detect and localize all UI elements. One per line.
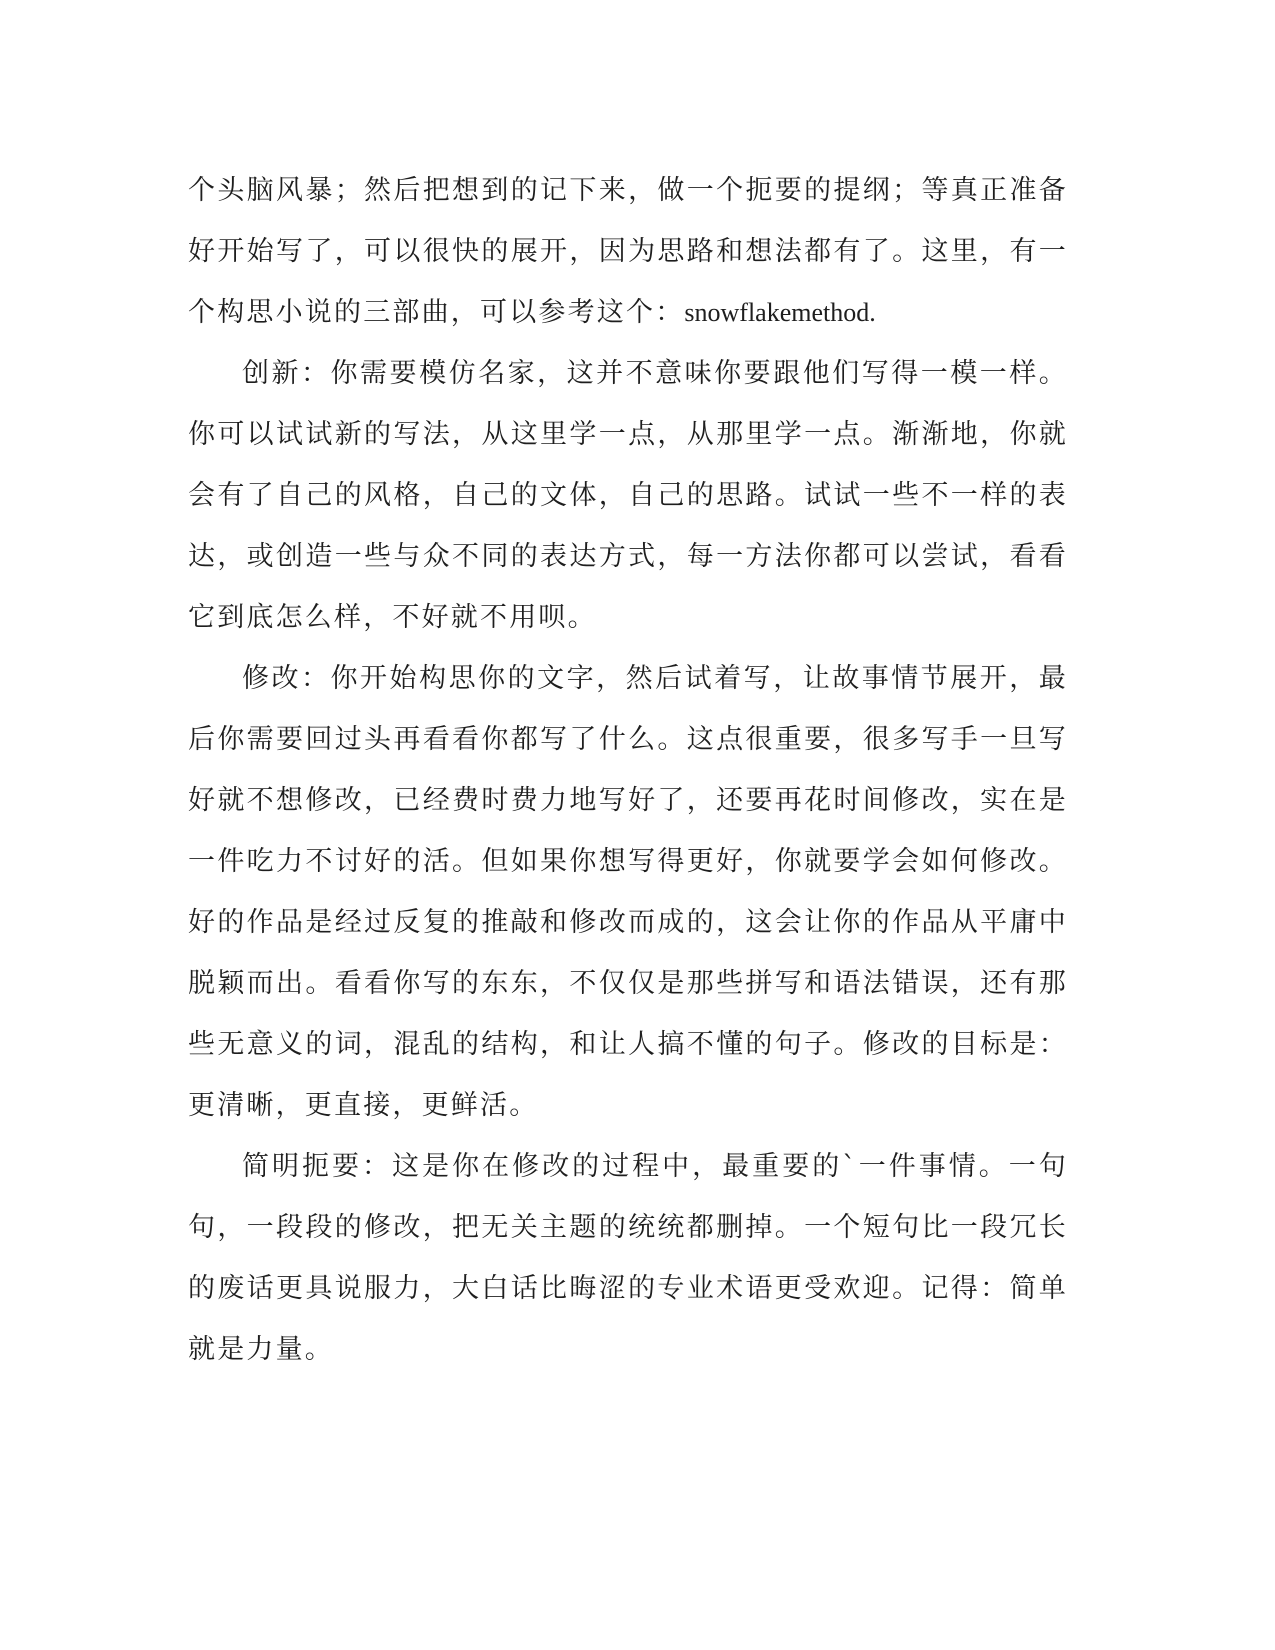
paragraph-revision: 修改：你开始构思你的文字，然后试着写，让故事情节展开，最后你需要回过头再看看你都写了什么。这点很重要，很多写手一旦写好就不想修改，已经费时费力地写好了，还要再花时间修改，实在是一件吃力不讨好的活。但如果你想写得更好，你就要学会如何修改。好的作品是经过反复的推敲和修改而成的，这会让你的作品从平庸中脱颖而出。看看你写的东东，不仅仅是那些拼写和语法错误，还有那些无意义的词，混乱的结构，和让人搞不懂的句子。修改的目标是：更清晰，更直接，更鲜活。: [188, 663, 1068, 1121]
paragraph-intro-continued: [188, 160, 1068, 343]
paragraph-innovation: 创新：你需要模仿名家，这并不意味你要跟他们写得一模一样。你可以试试新的写法，从这里学一点，从那里学一点。渐渐地，你就会有了自己的风格，自己的文体，自己的思路。试试一些不一样的表达，或创造一些与众不同的表达方式，每一方法你都可以尝试，看看它到底怎么样，不好就不用呗。: [188, 358, 1068, 633]
document-body: [188, 160, 1068, 1380]
snowflake-method-text: snowflakemethod.: [684, 298, 876, 327]
paragraph-text: 个头脑风暴；然后把想到的记下来，做一个扼要的提纲；等真正准备好开始写了，可以很快的展开，因为思路和想法都有了。这里，有一个构思小说的三部曲，可以参考这个：: [188, 175, 1068, 328]
paragraph-concise: 简明扼要：这是你在修改的过程中，最重要的`一件事情。一句句，一段段的修改，把无关主题的统统都删掉。一个短句比一段冗长的废话更具说服力，大白话比晦涩的专业术语更受欢迎。记得：简单就是力量。: [188, 1151, 1068, 1365]
